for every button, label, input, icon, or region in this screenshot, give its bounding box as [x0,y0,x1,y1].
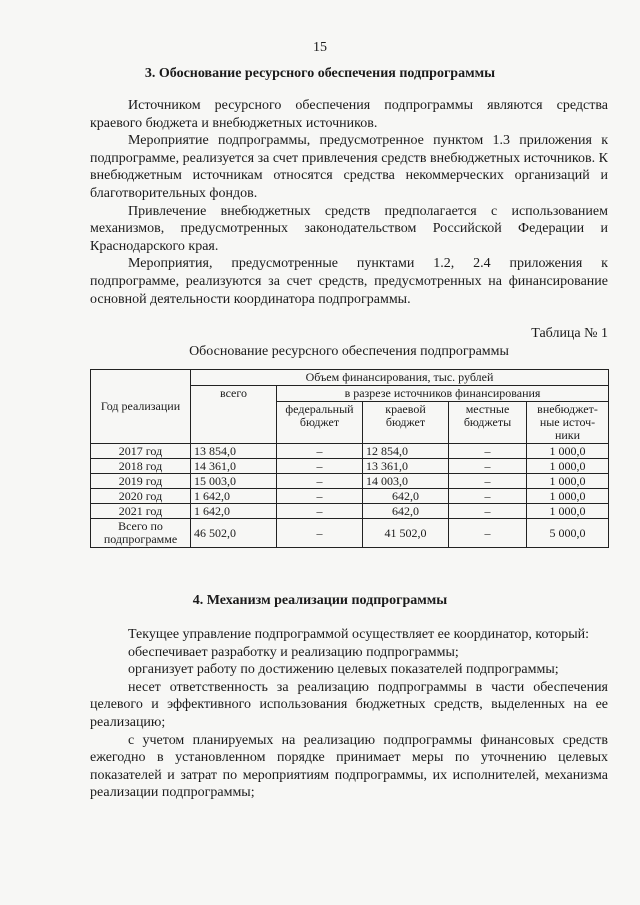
resource-table [90,369,609,548]
paragraph: Источником ресурсного обеспечения подпрограммы являются средства краевого бюджета и внебюджетных источников. [90,98,608,131]
cell-local: – [449,519,527,548]
cell-total: 1 642,0 [191,504,277,519]
table-row [91,459,609,474]
page-number: 15 [313,40,327,55]
cell-total: 1 642,0 [191,489,277,504]
cell-year: Всего по подпрограмме [91,519,191,548]
header-local: местные бюджеты [449,402,527,444]
cell-regional: 642,0 [363,504,449,519]
table-row [91,474,609,489]
table-header-row [91,370,609,386]
paragraph: Привлечение внебюджетных средств предполагается с использованием механизмов, предусмотренных законодательством Российской Федерации и Краснодарского края. [90,203,608,254]
cell-total: 15 003,0 [191,474,277,489]
cell-year: 2018 год [91,459,191,474]
list-item: обеспечивает разработку и реализацию подпрограммы; [128,644,459,660]
cell-federal: – [277,459,363,474]
cell-local: – [449,489,527,504]
header-extra: внебюджет-ные источ-ники [527,402,609,444]
cell-federal: – [277,504,363,519]
table-number: Таблица № 1 [531,326,608,341]
section-3-heading: 3. Обоснование ресурсного обеспечения подпрограммы [144,66,496,81]
cell-regional: 13 361,0 [363,459,449,474]
paragraph: Текущее управление подпрограммой осуществляет ее координатор, который: [128,627,590,642]
cell-local: – [449,474,527,489]
header-funding: Объем финансирования, тыс. рублей [191,370,609,386]
cell-year: 2017 год [91,444,191,459]
table-row [91,444,609,459]
header-year: Год реализации [91,370,191,444]
table-row [91,489,609,504]
list-item: несет ответственность за реализацию подпрограммы в части обеспечения целевого и эффективного использования бюджетных средств, выделенных на ее реализацию; [90,679,608,730]
cell-local: – [449,459,527,474]
cell-extra: 1 000,0 [527,444,609,459]
section-4-heading: 4. Механизм реализации подпрограммы [192,593,448,608]
cell-local: – [449,444,527,459]
cell-total: 46 502,0 [191,519,277,548]
cell-extra: 1 000,0 [527,504,609,519]
cell-federal: – [277,444,363,459]
cell-federal: – [277,474,363,489]
header-federal: федеральный бюджет [277,402,363,444]
cell-local: – [449,504,527,519]
cell-extra: 1 000,0 [527,474,609,489]
cell-extra: 5 000,0 [527,519,609,548]
paragraph: Мероприятие подпрограммы, предусмотренное пунктом 1.3 приложения к подпрограмме, реализуется за счет привлечения средств внебюджетных источников. К внебюджетным источникам относятся средства некоммерческих организаций и благотворительных фондов. [90,133,608,201]
cell-extra: 1 000,0 [527,459,609,474]
table-row-total [91,519,609,548]
cell-year: 2019 год [91,474,191,489]
cell-regional: 41 502,0 [363,519,449,548]
cell-year: 2021 год [91,504,191,519]
list-item: с учетом планируемых на реализацию подпрограммы финансовых средств ежегодно в установленном порядке принимает меры по уточнению целевых показателей и затрат по мероприятиям подпрограммы, их исполнителей, механизма реализации подпрограммы; [90,732,608,801]
cell-regional: 14 003,0 [363,474,449,489]
list-item: организует работу по достижению целевых показателей подпрограммы; [128,662,559,678]
header-by-source: в разрезе источников финансирования [277,386,609,402]
header-regional: краевой бюджет [363,402,449,444]
table-caption: Обоснование ресурсного обеспечения подпрограммы [189,344,509,359]
cell-regional: 12 854,0 [363,444,449,459]
cell-extra: 1 000,0 [527,489,609,504]
paragraph: Мероприятия, предусмотренные пунктами 1.2, 2.4 приложения к подпрограмме, реализуются за счет средств, предусмотренных на финансирование основной деятельности координатора подпрограммы. [90,256,608,307]
header-total: всего [191,386,277,444]
cell-regional: 642,0 [363,489,449,504]
cell-total: 13 854,0 [191,444,277,459]
section-4-body [90,626,608,802]
cell-federal: – [277,489,363,504]
cell-year: 2020 год [91,489,191,504]
table-row [91,504,609,519]
section-3-body [90,97,608,308]
cell-total: 14 361,0 [191,459,277,474]
cell-federal: – [277,519,363,548]
